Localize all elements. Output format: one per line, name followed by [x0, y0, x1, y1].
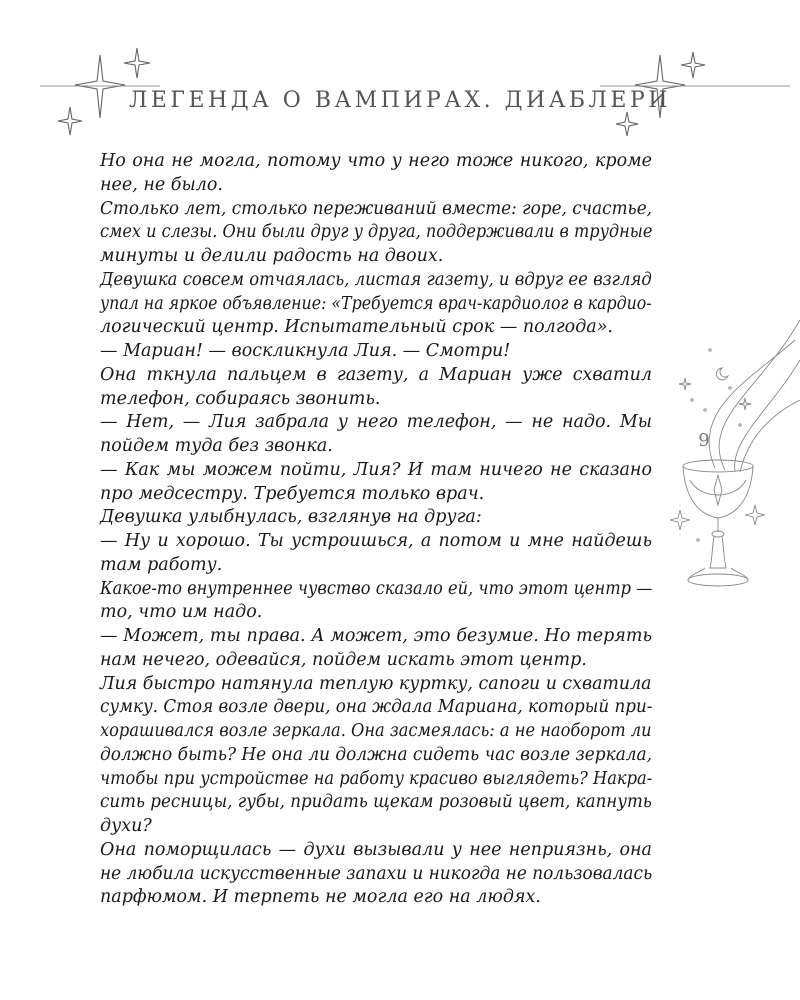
text-line: — Может, ты права. А может, это безумие. Но терять: [100, 626, 652, 646]
text-line: нам нечего, одевайся, пойдем искать этот центр.: [100, 649, 587, 670]
four-point-star-icon: [670, 510, 690, 530]
text-line: смех и слезы. Они были друг у друга, поддерживали в трудные: [100, 222, 653, 243]
text-line: минуты и делили радость на двоих.: [100, 246, 444, 266]
text-line: хорашивался возле зеркала. Она засмеялась: а не наоборот ли: [100, 721, 652, 741]
text-line: упал на яркое объявление: «Требуется врач-кардиолог в кардио-: [100, 293, 652, 314]
text-line: чтобы при устройстве на работу красиво выглядеть? Накра-: [100, 768, 653, 789]
body-text: [100, 150, 652, 910]
text-line: про медсестру. Требуется только врач.: [100, 483, 485, 504]
text-line: — Нет, — Лия забрала у него телефон, — не надо. Мы: [100, 412, 652, 433]
text-line: не любила искусственные запахи и никогда не пользовалась: [100, 863, 653, 884]
text-line: парфюмом. И терпеть не могла его на людях.: [100, 887, 541, 908]
text-line: — Ну и хорошо. Ты устроишься, а потом и мне найдешь: [100, 531, 652, 551]
four-point-star-icon: [616, 112, 638, 136]
running-header: ЛЕГЕНДА О ВАМПИРАХ. ДИАБЛЕРИ: [129, 88, 671, 113]
text-line: должно быть? Не она ли должна сидеть час возле зеркала,: [100, 744, 653, 765]
text-line: Но она не могла, потому что у него тоже никого, кроме: [100, 151, 652, 171]
text-line: — Как мы можем пойти, Лия? И там ничего не сказано: [100, 459, 652, 480]
four-point-star-icon: [124, 48, 150, 78]
text-line: духи?: [100, 816, 152, 836]
text-line: Какое-то внутреннее чувство сказало ей, что этот центр —: [100, 578, 653, 599]
text-line: логический центр. Испытательный срок — полгода».: [100, 317, 613, 338]
four-point-star-icon: [739, 398, 751, 410]
text-line: сить ресницы, губы, придать щекам розовый цвет, капнуть: [100, 792, 652, 813]
text-line: Столько лет, столько переживаний вместе: горе, счастье,: [100, 198, 653, 219]
four-point-star-icon: [745, 505, 765, 525]
text-line: — Мариан! — воскликнула Лия. — Смотри!: [100, 341, 511, 361]
page-number: 9: [698, 430, 710, 451]
text-line: нее, не было.: [100, 174, 223, 195]
goblet-icon: [683, 460, 753, 586]
text-line: сумку. Стоя возле двери, она ждала Мариана, который при-: [100, 697, 653, 718]
text-line: там работу.: [100, 554, 223, 575]
text-line: Она ткнула пальцем в газету, а Мариан уже схватил: [100, 364, 652, 385]
text-line: то, что им надо.: [100, 602, 263, 623]
text-line: Девушка улыбнулась, взглянув на друга:: [100, 507, 482, 528]
text-line: Она поморщилась — духи вызывали у нее неприязнь, она: [100, 839, 652, 860]
text-line: Лия быстро натянула теплую куртку, сапоги и схватила: [100, 673, 652, 694]
four-point-star-icon: [679, 378, 691, 390]
text-line: пойдем туда без звонка.: [100, 436, 333, 456]
four-point-star-icon: [681, 52, 705, 78]
crescent-moon-icon: [716, 368, 728, 380]
text-line: Девушка совсем отчаялась, листая газету, и вдруг ее взгляд: [100, 269, 652, 290]
header-stars: [0, 0, 800, 150]
text-line: телефон, собираясь звонить.: [100, 388, 381, 409]
